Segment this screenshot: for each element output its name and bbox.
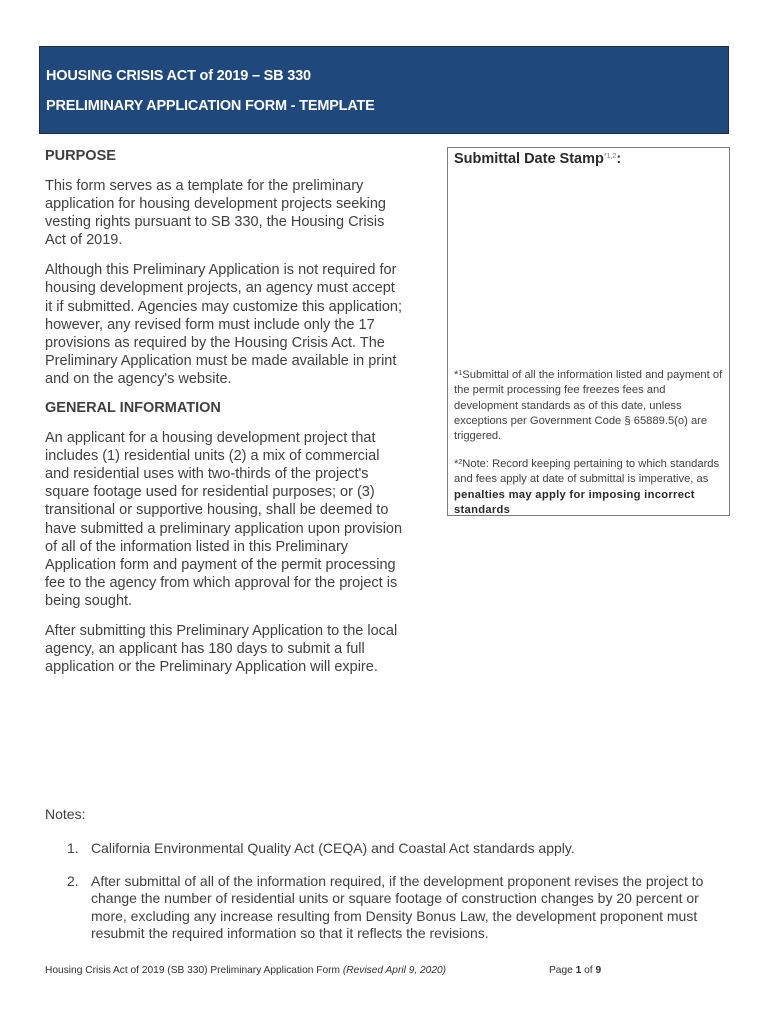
stamp-title: Submittal Date Stamp$^{*1,2}$: <box>454 151 622 167</box>
banner-title: HOUSING CRISIS ACT of 2019 – SB 330 <box>46 68 311 84</box>
footer-revision-date: (Revised April 9, 2020) <box>342 965 447 976</box>
note-text: After submittal of all of the information required, if the development proponent revises the project to change the number of residential units or square footage of construction changes by 20 percent or more, excluding any increase resulting from Density Bonus Law, the development proponent must resubmit the required information so that it reflects the revisions. <box>91 872 704 942</box>
notes-list <box>67 840 727 958</box>
submittal-date-stamp-box[interactable] <box>447 147 730 516</box>
notes-label: Notes: <box>45 806 86 822</box>
purpose-paragraph-1: This form serves as a template for the preliminary application for housing development projects seeking vesting rights pursuant to SB 330, the Housing Crisis Act of 2019. <box>45 178 386 249</box>
purpose-paragraph-2: Although this Preliminary Application is not required for housing development projects, an agency must accept it if submitted. Agencies may customize this application; however, any revised form must include only the 17 provisions as required by the Housing Crisis Act. The Preliminary Application must be made available in print and on the agency's website. <box>45 262 403 387</box>
general-information-heading: GENERAL INFORMATION <box>45 400 221 417</box>
note-item <box>67 840 727 858</box>
general-paragraph-1: An applicant for a housing development project that includes (1) residential units (2) a mix of commercial and residential uses with two-thirds of the project's square footage used for residential purposes; or (3) transitional or supportive housing, shall be deemed to have submitted a preliminary application upon provision of all of the information listed in this Preliminary Application form and payment of the permit processing fee to the agency from which approval for the project is being sought. <box>45 430 403 609</box>
note-number: 1. <box>67 840 79 856</box>
left-column <box>45 148 405 676</box>
penalties-warning: penalties may apply for imposing incorrect standards <box>454 488 695 516</box>
footer-document-title: Housing Crisis Act of 2019 (SB 330) Preliminary Application Form (Revised April 9, 2020) <box>45 965 447 976</box>
banner-subtitle: PRELIMINARY APPLICATION FORM - TEMPLATE <box>46 98 375 114</box>
purpose-heading: PURPOSE <box>45 148 116 164</box>
note-number: 2. <box>67 872 79 889</box>
stamp-title-footnote-ref: *1,2 <box>603 153 617 160</box>
title-banner <box>39 46 729 134</box>
stamp-footnote-1: *$^1$Submittal of all the information listed and payment of the permit processing fee freezes fees and development standards as of this date, unless exceptions per Government Code § 65889.5(o) are triggered. <box>454 369 723 443</box>
general-paragraph-2: After submitting this Preliminary Application to the local agency, an applicant has 180 days to submit a full application or the Preliminary Application will expire. <box>45 622 398 676</box>
note-text: California Environmental Quality Act (CEQA) and Coastal Act standards apply. <box>91 840 575 856</box>
page-number: Page 1 of 9 <box>549 965 602 976</box>
stamp-footnote-2: *$^2$Note: Record keeping pertaining to which standards and fees apply at date of submittal is imperative, as penalties may apply for imposing incorrect standards <box>454 458 720 516</box>
note-item <box>67 873 727 943</box>
